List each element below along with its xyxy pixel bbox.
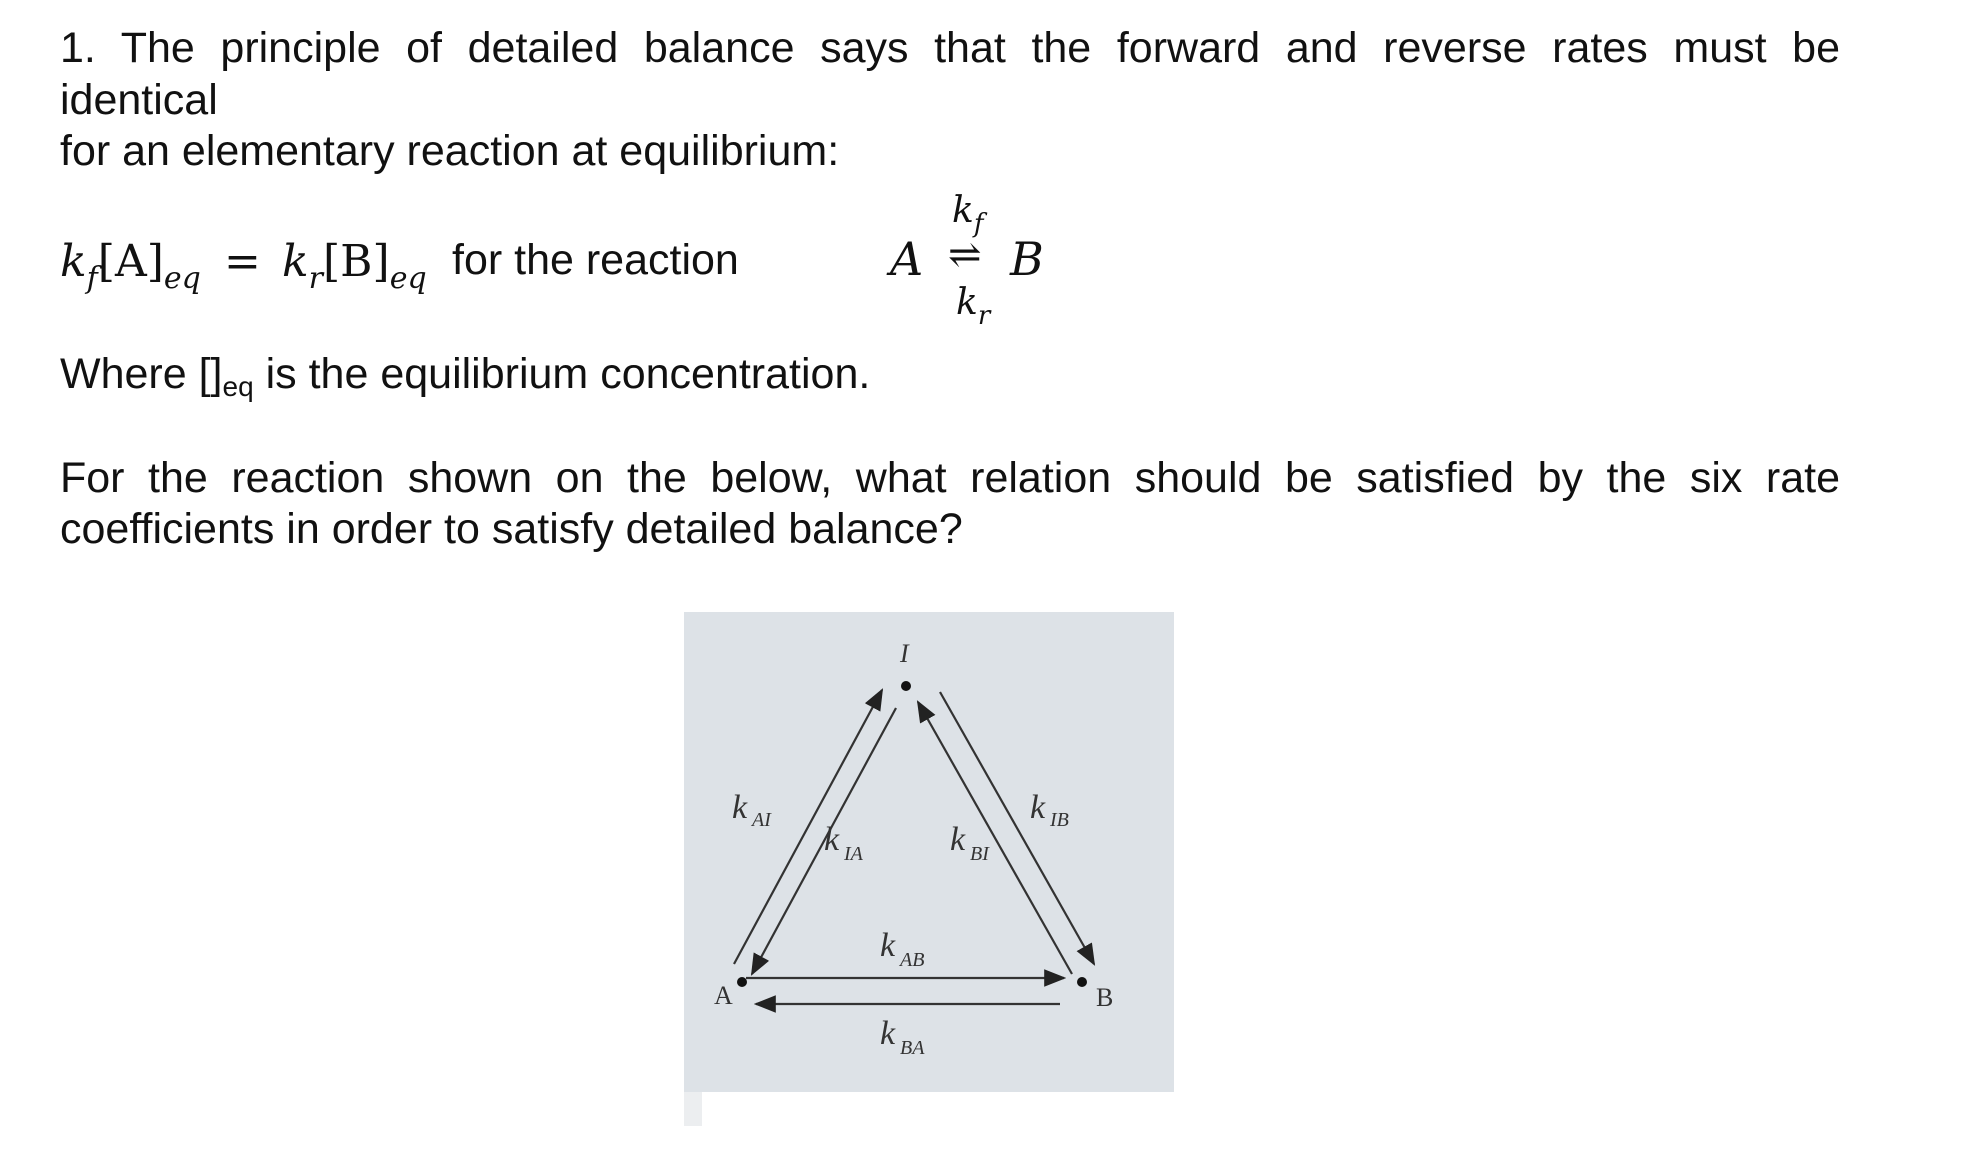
- equals-sign: =: [224, 236, 261, 287]
- prompt-line-2: coefficients in order to satisfy detailed balance?: [60, 505, 963, 553]
- lhs-k: k: [60, 236, 87, 287]
- top-k: k: [952, 190, 974, 231]
- node-i-label: I: [900, 639, 909, 668]
- reverse-rate-label: [956, 282, 991, 331]
- node-a-label: A: [714, 981, 733, 1010]
- rate-k-bi-k: k: [950, 821, 966, 858]
- bottom-k-sub: r: [977, 301, 991, 331]
- rate-k-ib-k: k: [1030, 789, 1046, 826]
- rate-k-ai-k: k: [732, 789, 748, 826]
- lhs-conc-sub: eq: [163, 261, 201, 296]
- rate-k-bi-sub: BI: [970, 843, 989, 865]
- where-suffix: is the equilibrium concentration.: [253, 350, 871, 398]
- bottom-k: k: [956, 282, 978, 323]
- rate-k-ia-sub: IA: [844, 843, 863, 865]
- node-b-dot: [1077, 977, 1087, 987]
- rhs-conc: [B]: [323, 236, 390, 287]
- lhs-rate: [60, 236, 201, 296]
- equilibrium-arrow: ⇌: [948, 232, 982, 278]
- for-the-reaction: for the reaction: [452, 236, 739, 284]
- reaction-triangle-diagram: [684, 612, 1194, 1126]
- diagram-background: [684, 612, 1174, 1092]
- rhs-k: k: [282, 236, 309, 287]
- rate-k-ab-k: k: [880, 927, 896, 964]
- node-i-dot: [901, 681, 911, 691]
- node-b-label: B: [1096, 983, 1114, 1012]
- reactant-a: A: [890, 232, 924, 286]
- rate-k-ba-sub: BA: [900, 1037, 925, 1059]
- intro-line-1: 1. The principle of detailed balance says that the forward and reverse rates must be: [60, 24, 1840, 72]
- product-b: B: [1010, 232, 1044, 286]
- where-sub: eq: [222, 371, 254, 402]
- where-line: [60, 348, 1840, 405]
- top-k-sub: f: [973, 209, 984, 239]
- rate-k-ai-sub: AI: [752, 809, 771, 831]
- rate-k-ia-k: k: [824, 821, 840, 858]
- where-prefix: Where []: [60, 350, 223, 398]
- diagram-margin-shade: [684, 1092, 702, 1126]
- rhs-rate: [282, 236, 427, 296]
- intro-line-2: identical: [60, 76, 218, 124]
- rhs-k-sub: r: [308, 261, 324, 296]
- intro-line-3: for an elementary reaction at equilibrium:: [60, 127, 840, 175]
- rate-k-ab-sub: AB: [900, 949, 925, 971]
- rate-k-ba-k: k: [880, 1015, 896, 1052]
- forward-rate-label: [952, 190, 984, 239]
- lhs-conc: [A]: [97, 236, 164, 287]
- rate-k-ib-sub: IB: [1050, 809, 1069, 831]
- node-a-dot: [737, 977, 747, 987]
- prompt-line-1: For the reaction shown on the below, what relation should be satisfied by the six rate: [60, 454, 1840, 502]
- lhs-k-sub: f: [86, 261, 98, 296]
- rhs-conc-sub: eq: [389, 261, 427, 296]
